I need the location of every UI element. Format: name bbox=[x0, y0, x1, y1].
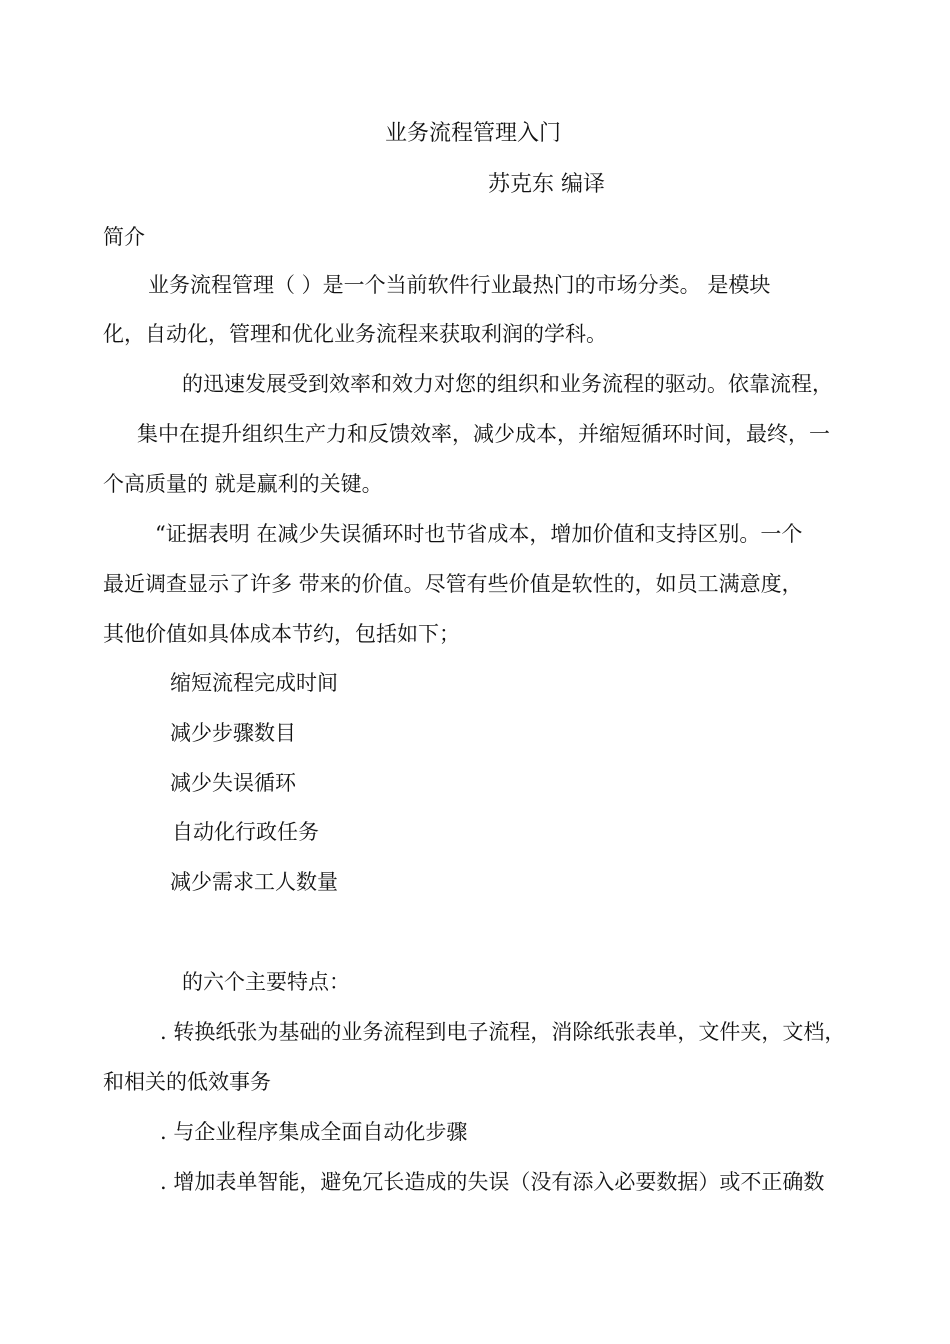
paragraph-line: 业务流程管理（ ）是一个当前软件行业最热门的市场分类。 是模块 bbox=[148, 273, 771, 297]
document-author: 苏克东 编译 bbox=[488, 172, 605, 197]
features-heading: 的六个主要特点： bbox=[182, 970, 350, 994]
paragraph-line: 最近调查显示了许多 带来的价值。尽管有些价值是软性的，如员工满意度， bbox=[103, 572, 803, 596]
benefit-list-item: 减少步骤数目 bbox=[170, 721, 296, 745]
benefit-list-item: 减少需求工人数量 bbox=[170, 870, 338, 894]
paragraph-line: 其他价值如具体成本节约，包括如下； bbox=[103, 622, 460, 646]
paragraph-line: 个高质量的 就是赢利的关键。 bbox=[103, 472, 383, 496]
paragraph-line: 化，自动化，管理和优化业务流程来获取利润的学科。 bbox=[103, 322, 607, 346]
feature-item-continuation: 和相关的低效事务 bbox=[103, 1070, 271, 1094]
paragraph-line: 的迅速发展受到效率和效力对您的组织和业务流程的驱动。依靠流程， bbox=[182, 372, 833, 396]
benefit-list-item: 自动化行政任务 bbox=[172, 820, 319, 844]
feature-item: . 增加表单智能，避免冗长造成的失误（没有添入必要数据）或不正确数 bbox=[160, 1170, 825, 1194]
section-heading-intro: 简介 bbox=[103, 225, 145, 249]
feature-item: . 与企业程序集成全面自动化步骤 bbox=[160, 1120, 468, 1144]
feature-item: . 转换纸张为基础的业务流程到电子流程，消除纸张表单，文件夹，文档， bbox=[160, 1020, 846, 1044]
benefit-list-item: 缩短流程完成时间 bbox=[170, 671, 338, 695]
paragraph-line: 集中在提升组织生产力和反馈效率，减少成本，并缩短循环时间，最终，一 bbox=[137, 422, 830, 446]
document-title: 业务流程管理入门 bbox=[385, 121, 562, 146]
paragraph-line: “证据表明 在减少失误循环时也节省成本，增加价值和支持区别。一个 bbox=[155, 522, 803, 546]
benefit-list-item: 减少失误循环 bbox=[170, 771, 296, 795]
